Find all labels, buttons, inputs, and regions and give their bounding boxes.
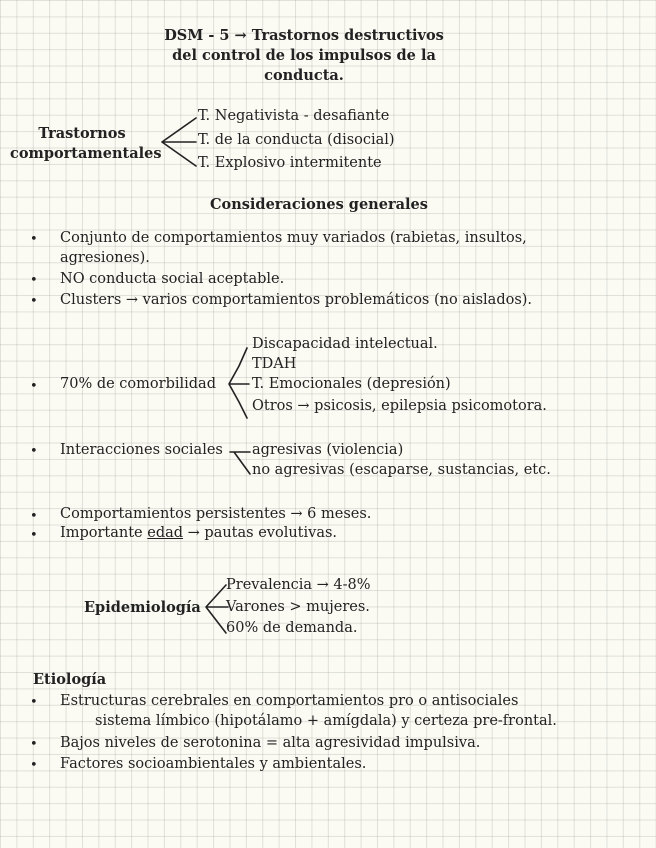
trastornos-item-1: T. Negativista - desafiante bbox=[198, 108, 390, 124]
consideraciones-bullet-3: Clusters → varios comportamientos problemáticos (no aislados). bbox=[60, 292, 533, 308]
bullet-marker: • bbox=[30, 444, 38, 459]
trastornos-brace bbox=[158, 114, 198, 174]
bullet-marker: • bbox=[30, 294, 38, 309]
interacciones-item-1: agresivas (violencia) bbox=[252, 442, 404, 458]
comorbilidad-brace bbox=[225, 346, 255, 422]
epidemiologia-item-2: Varones > mujeres. bbox=[226, 599, 370, 615]
bullet-marker: • bbox=[30, 273, 38, 288]
etiologia-bullet-1: Estructuras cerebrales en comportamientos pro o antisociales bbox=[60, 693, 519, 709]
comorbilidad-item-2: TDAH bbox=[252, 356, 297, 372]
comorbilidad-item-1: Discapacidad intelectual. bbox=[252, 336, 438, 352]
trastornos-item-2: T. de la conducta (disocial) bbox=[198, 132, 395, 148]
epidemiologia-item-1: Prevalencia → 4-8% bbox=[226, 577, 371, 593]
consideraciones-bullet-2: NO conducta social aceptable. bbox=[60, 271, 285, 287]
bullet-marker: • bbox=[30, 232, 38, 247]
trastornos-label-line-2: comportamentales bbox=[10, 145, 162, 162]
interacciones-item-2: no agresivas (escaparse, sustancias, etc. bbox=[252, 462, 551, 478]
interacciones-label: Interacciones sociales bbox=[60, 442, 223, 458]
bullet-marker: • bbox=[30, 528, 38, 543]
trastornos-item-3: T. Explosivo intermitente bbox=[198, 155, 382, 171]
etiologia-bullet-1-cont: sistema límbico (hipotálamo + amígdala) y certeza pre-frontal. bbox=[95, 713, 557, 729]
title-line-2: del control de los impulsos de la bbox=[172, 47, 436, 64]
title-line-3: conducta. bbox=[264, 67, 344, 84]
persistencia-bullet-2-underlined: edad bbox=[147, 525, 184, 541]
epidemiologia-item-3: 60% de demanda. bbox=[226, 620, 358, 636]
comorbilidad-label: 70% de comorbilidad bbox=[60, 376, 216, 392]
consideraciones-bullet-1-cont: agresiones). bbox=[60, 250, 150, 266]
trastornos-label-line-1: Trastornos bbox=[38, 125, 126, 142]
comorbilidad-item-3: T. Emocionales (depresión) bbox=[252, 376, 451, 392]
etiologia-bullet-2: Bajos niveles de serotonina = alta agresividad impulsiva. bbox=[60, 735, 481, 751]
persistencia-bullet-1: Comportamientos persistentes → 6 meses. bbox=[60, 506, 372, 522]
epidemiologia-label: Epidemiología bbox=[84, 599, 201, 616]
etiologia-bullet-3: Factores socioambientales y ambientales. bbox=[60, 756, 367, 772]
persistencia-bullet-2-suffix: → pautas evolutivas. bbox=[183, 525, 338, 541]
title-line-1: DSM - 5 → Trastornos destructivos bbox=[164, 27, 444, 44]
bullet-marker: • bbox=[30, 509, 38, 524]
consideraciones-bullet-1: Conjunto de comportamientos muy variados (rabietas, insultos, bbox=[60, 230, 527, 246]
bullet-marker: • bbox=[30, 695, 38, 710]
persistencia-bullet-2-prefix: Importante bbox=[60, 525, 148, 541]
bullet-marker: • bbox=[30, 758, 38, 773]
page-title bbox=[0, 26, 608, 86]
comorbilidad-item-4: Otros → psicosis, epilepsia psicomotora. bbox=[252, 398, 547, 414]
persistencia-bullet-2 bbox=[60, 525, 337, 541]
etiologia-heading: Etiología bbox=[33, 671, 107, 688]
trastornos-label bbox=[10, 124, 162, 164]
bullet-marker: • bbox=[30, 737, 38, 752]
consideraciones-heading: Consideraciones generales bbox=[210, 196, 428, 213]
interacciones-brace bbox=[228, 448, 254, 478]
bullet-marker: • bbox=[30, 379, 38, 394]
